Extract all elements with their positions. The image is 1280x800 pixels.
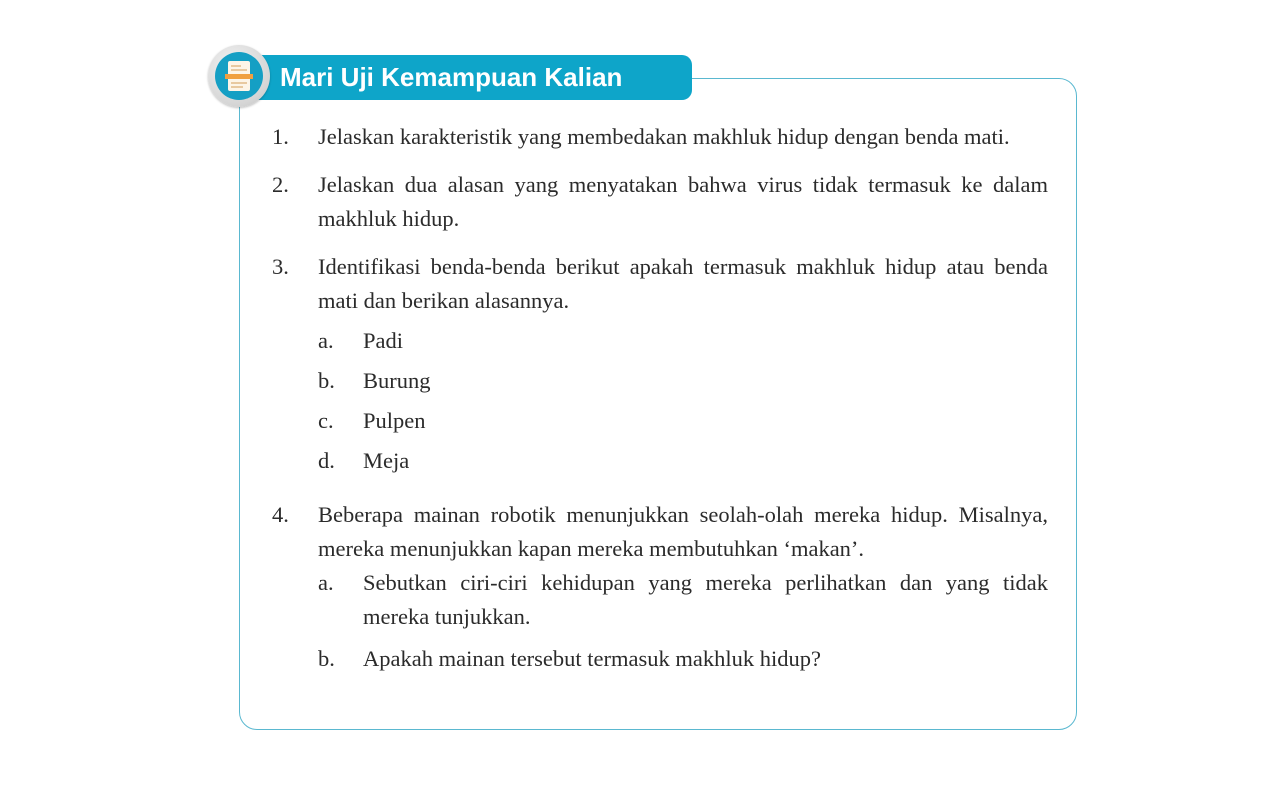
question-number: 2. bbox=[272, 172, 289, 197]
sub-item bbox=[318, 444, 1048, 478]
question-text: Jelaskan dua alasan yang menyatakan bahwa virus tidak termasuk ke dalam makhluk hidup. bbox=[318, 172, 1048, 231]
sub-text: Padi bbox=[363, 328, 404, 353]
sub-letter: d. bbox=[318, 448, 335, 473]
section-title: Mari Uji Kemampuan Kalian bbox=[280, 62, 623, 92]
question-text: Jelaskan karakteristik yang membedakan makhluk hidup dengan benda mati. bbox=[318, 124, 1010, 149]
document-icon bbox=[228, 61, 250, 91]
sub-letter: b. bbox=[318, 368, 335, 393]
question-number: 1. bbox=[272, 124, 289, 149]
question-item bbox=[272, 120, 1048, 154]
sub-letter: a. bbox=[318, 328, 334, 353]
sub-text: Burung bbox=[363, 368, 431, 393]
sub-text: Apakah mainan tersebut termasuk makhluk hidup? bbox=[363, 646, 821, 671]
sub-list bbox=[318, 324, 1048, 478]
question-item bbox=[272, 498, 1048, 684]
sub-text: Sebutkan ciri-ciri kehidupan yang mereka perlihatkan dan yang tidak mereka tunjukkan. bbox=[363, 570, 1048, 629]
sub-item bbox=[318, 566, 1048, 634]
question-number: 4. bbox=[272, 502, 289, 527]
question-text: Identifikasi benda-benda berikut apakah termasuk makhluk hidup atau benda mati dan berikan alasannya. bbox=[318, 254, 1048, 313]
sub-item bbox=[318, 324, 1048, 358]
question-number: 3. bbox=[272, 254, 289, 279]
question-list bbox=[272, 120, 1048, 698]
sub-text: Pulpen bbox=[363, 408, 426, 433]
sub-letter: a. bbox=[318, 570, 334, 595]
sub-letter: c. bbox=[318, 408, 334, 433]
sub-item bbox=[318, 364, 1048, 398]
sub-letter: b. bbox=[318, 646, 335, 671]
question-item bbox=[272, 168, 1048, 236]
question-item bbox=[272, 250, 1048, 484]
sub-list bbox=[318, 566, 1048, 676]
sub-text: Meja bbox=[363, 448, 410, 473]
question-text: Beberapa mainan robotik menunjukkan seolah-olah mereka hidup. Misalnya, mereka menunjukkan kapan mereka membutuhkan ‘makan’. bbox=[318, 502, 1048, 561]
section-badge bbox=[208, 45, 270, 107]
sub-item bbox=[318, 404, 1048, 438]
sub-item bbox=[318, 642, 1048, 676]
